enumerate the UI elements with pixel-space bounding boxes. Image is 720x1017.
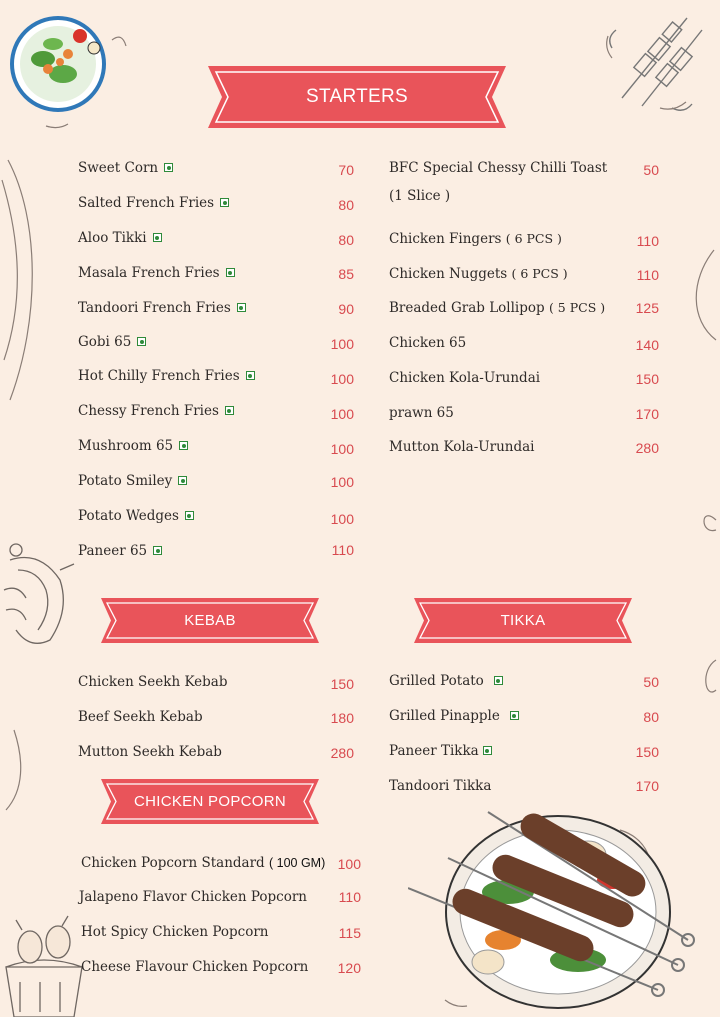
veg-indicator-icon	[164, 163, 173, 172]
list-item	[78, 473, 187, 489]
veg-indicator-icon	[246, 371, 255, 380]
item-price: 110	[338, 889, 361, 905]
item-quantity: ( 6 PCS )	[505, 231, 562, 246]
item-price: 110	[636, 233, 659, 249]
item-name: Potato Smiley	[78, 473, 173, 489]
list-item	[389, 439, 535, 455]
item-price: 100	[330, 336, 354, 352]
item-name: Tandoori French Fries	[78, 300, 231, 316]
item-name: Mushroom 65	[78, 438, 174, 454]
veg-indicator-icon	[179, 441, 188, 450]
chicken-popcorn-banner	[101, 779, 319, 824]
list-item	[389, 160, 607, 176]
item-price: 100	[337, 856, 361, 872]
list-item	[389, 743, 492, 759]
veg-indicator-icon	[225, 406, 234, 415]
veg-indicator-icon	[185, 511, 194, 520]
item-price: 80	[338, 232, 354, 248]
veg-indicator-icon	[220, 198, 229, 207]
item-price: 110	[636, 267, 659, 283]
item-price: 110	[331, 542, 354, 558]
item-name: Chicken Fingers	[389, 231, 502, 247]
pastry-sketch-illustration	[0, 540, 80, 650]
item-name-continued: (1 Slice )	[389, 188, 451, 204]
item-name: Jalapeno Flavor Chicken Popcorn	[79, 889, 308, 905]
list-item	[81, 924, 269, 940]
item-price: 125	[635, 300, 659, 316]
item-name: Hot Chilly French Fries	[78, 368, 240, 384]
kebab-title: KEBAB	[184, 612, 236, 629]
item-price: 50	[643, 674, 659, 690]
list-item	[78, 403, 234, 419]
item-quantity: ( 6 PCS )	[511, 266, 568, 281]
list-item	[389, 266, 568, 282]
item-price: 280	[635, 440, 659, 456]
veg-indicator-icon	[483, 746, 492, 755]
item-name: Beef Seekh Kebab	[78, 709, 203, 725]
list-item	[389, 231, 562, 247]
list-item	[81, 959, 308, 975]
item-price: 140	[635, 337, 659, 353]
veg-indicator-icon	[153, 233, 162, 242]
list-item	[78, 744, 222, 760]
item-name: Masala French Fries	[78, 265, 220, 281]
item-name: Breaded Grab Lollipop	[389, 300, 545, 316]
list-item	[389, 778, 491, 794]
list-item	[78, 368, 255, 384]
item-name: BFC Special Chessy Chilli Toast	[389, 160, 608, 176]
list-item	[78, 709, 203, 725]
list-item	[81, 855, 325, 871]
list-item	[78, 300, 246, 316]
list-item	[78, 543, 162, 559]
list-item	[389, 300, 605, 316]
item-price: 150	[635, 744, 659, 760]
item-name: Aloo Tikki	[78, 230, 147, 246]
item-price: 280	[330, 745, 354, 761]
list-item	[78, 160, 173, 176]
item-name: Chessy French Fries	[78, 403, 219, 419]
item-name: Chicken Nuggets	[389, 266, 508, 282]
list-item	[389, 405, 454, 421]
item-price: 70	[338, 162, 354, 178]
list-item	[389, 370, 540, 386]
list-item	[78, 438, 188, 454]
starters-banner	[208, 66, 506, 128]
item-name: Paneer 65	[78, 543, 148, 559]
item-name: Cheese Flavour Chicken Popcorn	[81, 959, 309, 975]
item-price: 100	[330, 511, 354, 527]
kebab-banner	[101, 598, 319, 643]
item-price: 85	[338, 266, 354, 282]
veg-indicator-icon	[494, 676, 503, 685]
veg-indicator-icon	[153, 546, 162, 555]
list-item	[78, 508, 194, 524]
item-price: 80	[643, 709, 659, 725]
list-item	[78, 674, 228, 690]
item-name: Grilled Pinapple	[389, 708, 500, 724]
item-name: Hot Spicy Chicken Popcorn	[81, 924, 269, 940]
veg-indicator-icon	[237, 303, 246, 312]
item-price: 115	[338, 925, 361, 941]
veg-indicator-icon	[226, 268, 235, 277]
list-item	[78, 230, 162, 246]
chicken-popcorn-title: CHICKEN POPCORN	[133, 793, 287, 810]
item-name: Gobi 65	[78, 334, 132, 350]
item-price: 100	[330, 474, 354, 490]
starters-title: STARTERS	[306, 86, 408, 107]
list-item	[389, 335, 466, 351]
item-name: Chicken Popcorn Standard	[81, 855, 265, 871]
item-price: 170	[635, 778, 659, 794]
list-item	[79, 889, 307, 905]
item-price: 80	[338, 197, 354, 213]
item-name: Potato Wedges	[78, 508, 179, 524]
item-name: Salted French Fries	[78, 195, 215, 211]
item-price: 100	[330, 371, 354, 387]
item-price: 150	[330, 676, 354, 692]
list-item	[389, 708, 519, 724]
item-quantity: ( 100 GM)	[269, 856, 326, 870]
item-price: 50	[643, 162, 659, 178]
item-name: Grilled Potato	[389, 673, 484, 689]
list-item	[78, 334, 146, 350]
item-price: 100	[330, 406, 354, 422]
item-name: Chicken 65	[389, 335, 467, 351]
item-name: Paneer Tikka	[389, 743, 479, 759]
item-name: Chicken Seekh Kebab	[78, 674, 228, 690]
item-price: 150	[635, 371, 659, 387]
list-item	[78, 265, 235, 281]
tikka-title: TIKKA	[500, 612, 546, 629]
list-item	[389, 673, 503, 689]
veg-indicator-icon	[178, 476, 187, 485]
item-name: prawn 65	[389, 405, 454, 421]
kebab-plate-illustration	[408, 800, 708, 1015]
tikka-banner	[414, 598, 632, 643]
item-name: Chicken Kola-Urundai	[389, 370, 541, 386]
item-name: Tandoori Tikka	[389, 778, 492, 794]
chicken-legs-illustration	[0, 912, 90, 1017]
item-name: Sweet Corn	[78, 160, 159, 176]
item-price: 90	[338, 301, 354, 317]
item-price: 120	[337, 960, 361, 976]
item-name: Mutton Kola-Urundai	[389, 439, 535, 455]
item-price: 180	[330, 710, 354, 726]
item-name: Mutton Seekh Kebab	[78, 744, 222, 760]
item-quantity: ( 5 PCS )	[548, 300, 606, 315]
item-price: 170	[635, 406, 659, 422]
item-price: 100	[330, 441, 354, 457]
veg-indicator-icon	[137, 337, 146, 346]
list-item	[78, 195, 229, 211]
veg-indicator-icon	[510, 711, 519, 720]
